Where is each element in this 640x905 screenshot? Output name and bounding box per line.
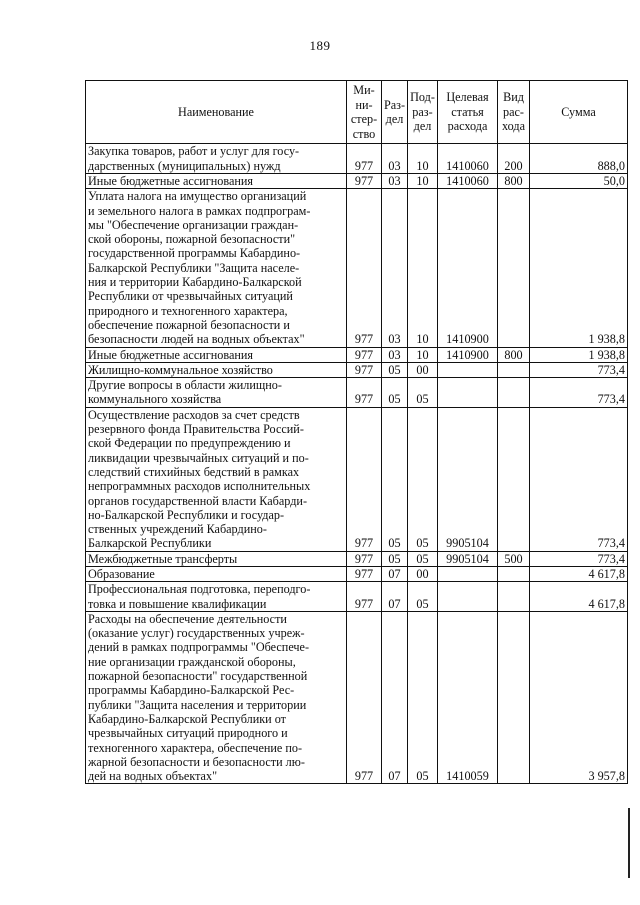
row-target: 9905104 <box>438 551 498 566</box>
row-name: Уплата налога на имущество организаций и земельного налога в рамках подпрограм- мы "Обеспечение организации граждан- ской обороны, пожарной безопасности" государственной программы Кабардино- Балкарской Республики "Защита населе- ния и территории Кабардино-Балкарской Республики от чрезвычайных ситуаций природного и техногенного характера, обеспечение пожарной безопасности и безопасности людей на водных объектах" <box>86 189 347 347</box>
header-section: Раз- дел <box>382 81 408 144</box>
row-sum: 4 617,8 <box>530 582 628 612</box>
row-target: 1410060 <box>438 144 498 174</box>
header-sum: Сумма <box>530 81 628 144</box>
row-type <box>498 362 530 377</box>
row-sum: 773,4 <box>530 551 628 566</box>
row-name: Жилищно-коммунальное хозяйство <box>86 362 347 377</box>
row-subsection: 05 <box>408 551 438 566</box>
row-section: 03 <box>382 173 408 188</box>
header-subsection: Под- раз- дел <box>408 81 438 144</box>
row-sum: 1 938,8 <box>530 189 628 347</box>
row-name: Осуществление расходов за счет средств резервного фонда Правительства Россий- ской Федерации по предупреждению и ликвидации чрезвычайных ситуаций и по- следствий стихийных бедствий в рамках непрограммных расходов исполнительных органов государственной власти Кабарди- но-Балкарской Республики и государ- ственных учреждений Кабардино- Балкарской Республики <box>86 407 347 551</box>
row-type <box>498 566 530 581</box>
row-type: 500 <box>498 551 530 566</box>
row-name: Иные бюджетные ассигнования <box>86 347 347 362</box>
row-ministry: 977 <box>347 551 382 566</box>
table-row <box>86 407 628 551</box>
row-ministry: 977 <box>347 144 382 174</box>
row-target: 1410900 <box>438 347 498 362</box>
row-sum: 50,0 <box>530 173 628 188</box>
row-type <box>498 378 530 408</box>
row-section: 05 <box>382 362 408 377</box>
table-row <box>86 378 628 408</box>
row-name: Расходы на обеспечение деятельности (оказание услуг) государственных учреж- дений в рамках подпрограммы "Обеспече- ние организации гражданской обороны, пожарной безопасности" государственной программы Кабардино-Балкарской Рес- публики "Защита населения и территории Кабардино-Балкарской Республики от чрезвычайных ситуаций природного и техногенного характера, обеспечение по- жарной безопасности и безопасности лю- дей на водных объектах" <box>86 611 347 784</box>
row-section: 03 <box>382 347 408 362</box>
row-section: 07 <box>382 582 408 612</box>
row-type: 200 <box>498 144 530 174</box>
table-row <box>86 566 628 581</box>
row-ministry: 977 <box>347 378 382 408</box>
row-ministry: 977 <box>347 362 382 377</box>
row-type: 800 <box>498 173 530 188</box>
row-target <box>438 362 498 377</box>
row-ministry: 977 <box>347 566 382 581</box>
row-subsection: 10 <box>408 173 438 188</box>
row-type: 800 <box>498 347 530 362</box>
table-row <box>86 362 628 377</box>
row-sum: 1 938,8 <box>530 347 628 362</box>
row-section: 05 <box>382 378 408 408</box>
header-ministry: Ми- ни- стер- ство <box>347 81 382 144</box>
row-type <box>498 189 530 347</box>
row-section: 03 <box>382 144 408 174</box>
row-subsection: 05 <box>408 582 438 612</box>
row-name: Закупка товаров, работ и услуг для госу- дарственных (муниципальных) нужд <box>86 144 347 174</box>
row-ministry: 977 <box>347 582 382 612</box>
row-ministry: 977 <box>347 611 382 784</box>
row-section: 05 <box>382 407 408 551</box>
row-subsection: 10 <box>408 144 438 174</box>
row-name: Межбюджетные трансферты <box>86 551 347 566</box>
table-row <box>86 347 628 362</box>
header-target: Целевая статья расхода <box>438 81 498 144</box>
row-subsection: 10 <box>408 347 438 362</box>
header-type: Вид рас- хода <box>498 81 530 144</box>
table-body <box>86 144 628 784</box>
row-subsection: 05 <box>408 378 438 408</box>
row-target <box>438 582 498 612</box>
row-section: 07 <box>382 566 408 581</box>
row-section: 05 <box>382 551 408 566</box>
row-name: Другие вопросы в области жилищно- коммунального хозяйства <box>86 378 347 408</box>
row-sum: 773,4 <box>530 407 628 551</box>
row-name: Иные бюджетные ассигнования <box>86 173 347 188</box>
budget-table <box>85 80 628 784</box>
page-edge-line <box>628 808 630 878</box>
table-row <box>86 611 628 784</box>
row-type <box>498 407 530 551</box>
row-ministry: 977 <box>347 189 382 347</box>
row-sum: 773,4 <box>530 362 628 377</box>
table-row <box>86 189 628 347</box>
row-section: 03 <box>382 189 408 347</box>
row-target <box>438 378 498 408</box>
row-ministry: 977 <box>347 407 382 551</box>
row-subsection: 05 <box>408 611 438 784</box>
row-target: 1410059 <box>438 611 498 784</box>
row-target: 1410060 <box>438 173 498 188</box>
row-section: 07 <box>382 611 408 784</box>
table-row <box>86 582 628 612</box>
row-subsection: 10 <box>408 189 438 347</box>
row-name: Профессиональная подготовка, переподго- товка и повышение квалификации <box>86 582 347 612</box>
row-target: 9905104 <box>438 407 498 551</box>
header-name: Наименование <box>86 81 347 144</box>
row-subsection: 00 <box>408 566 438 581</box>
table-row <box>86 144 628 174</box>
row-sum: 888,0 <box>530 144 628 174</box>
row-sum: 773,4 <box>530 378 628 408</box>
row-sum: 4 617,8 <box>530 566 628 581</box>
row-type <box>498 582 530 612</box>
row-subsection: 00 <box>408 362 438 377</box>
table-row <box>86 173 628 188</box>
page-number: 189 <box>309 38 331 53</box>
row-subsection: 05 <box>408 407 438 551</box>
table-row <box>86 551 628 566</box>
row-ministry: 977 <box>347 347 382 362</box>
row-target: 1410900 <box>438 189 498 347</box>
row-sum: 3 957,8 <box>530 611 628 784</box>
row-type <box>498 611 530 784</box>
row-name: Образование <box>86 566 347 581</box>
table-header-row <box>86 81 628 144</box>
row-target <box>438 566 498 581</box>
row-ministry: 977 <box>347 173 382 188</box>
